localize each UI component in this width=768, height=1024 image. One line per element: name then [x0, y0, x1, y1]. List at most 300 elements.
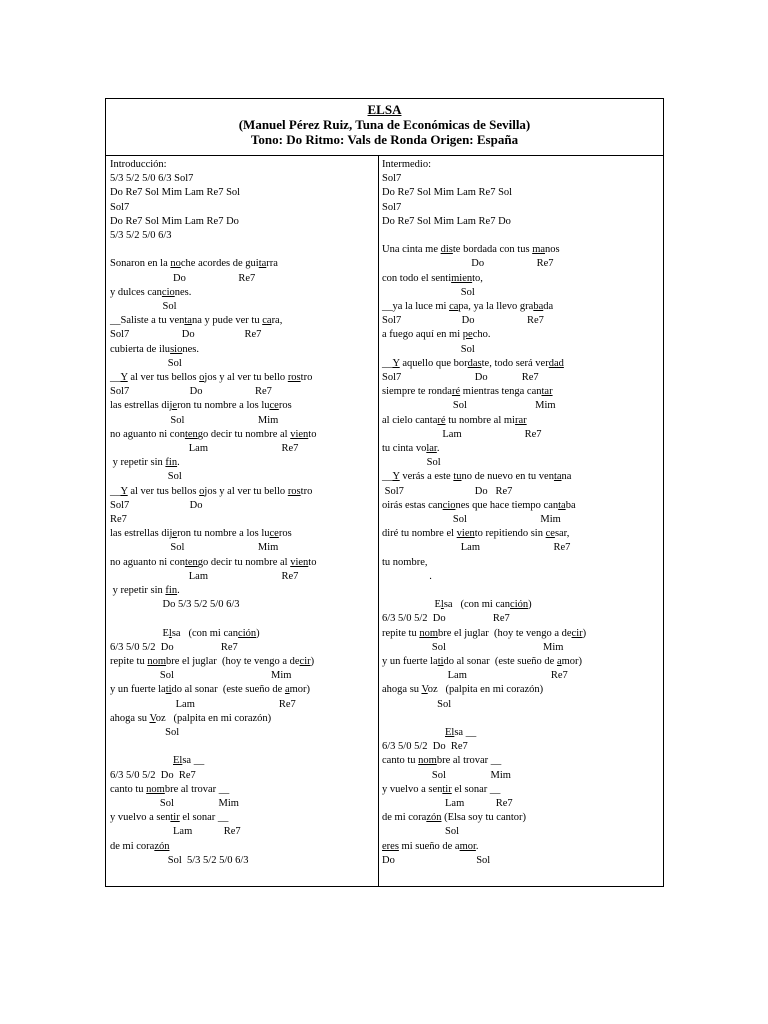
line-text: )	[256, 627, 260, 639]
stressed-syllable: ti	[165, 684, 172, 696]
line-text: Sol Mim	[110, 542, 279, 554]
stressed-syllable: zón	[426, 812, 442, 824]
song-line	[382, 556, 428, 570]
line-text: (Elsa soy tu cantor)	[441, 812, 527, 824]
line-text: da	[543, 301, 554, 312]
line-text: 6/3 5/0 5/2 Do Re7	[110, 641, 238, 653]
song-line	[382, 669, 568, 683]
line-text: Sol7	[382, 201, 402, 213]
line-text: diré tu nombre el	[382, 528, 457, 540]
song-line	[382, 399, 556, 413]
song-line	[382, 357, 564, 371]
line-text: mor)	[561, 656, 583, 667]
line-text: las estrellas di	[110, 400, 170, 412]
line-text: bre el juglar (hoy te vengo a de	[438, 627, 572, 639]
song-header	[106, 99, 663, 156]
line-text: __	[382, 471, 393, 483]
line-text: .	[436, 443, 440, 454]
song-line	[382, 655, 582, 669]
stressed-syllable: rar	[514, 414, 527, 426]
line-text: canto tu	[382, 755, 419, 767]
line-text: repite tu	[110, 656, 148, 667]
line-text: y repetir sin	[110, 457, 166, 469]
stressed-syllable: mien	[451, 272, 473, 284]
line-text: Sol7	[382, 173, 402, 185]
line-text: ahoga su	[382, 684, 422, 696]
line-text: __	[110, 485, 121, 497]
line-text: jos y al ver tu bello	[204, 372, 288, 383]
song-line	[110, 527, 292, 541]
line-text: Sol	[382, 286, 475, 298]
song-line	[382, 201, 401, 215]
line-text: Sol Mim	[110, 798, 239, 809]
line-text: .	[177, 457, 180, 469]
line-text: __	[382, 357, 393, 369]
stressed-syllable: cio	[442, 499, 456, 511]
line-text: na y pude ver tu	[191, 315, 263, 327]
song-line	[110, 257, 278, 271]
stressed-syllable: sio	[170, 343, 183, 355]
stressed-syllable: vien	[290, 556, 309, 568]
line-text: Sol	[382, 343, 475, 355]
song-line	[382, 428, 542, 442]
song-line	[110, 300, 177, 314]
line-text: y vuelvo a sen	[382, 783, 443, 795]
line-text: al ver tus bellos	[127, 485, 200, 497]
song-line	[110, 783, 229, 797]
stressed-syllable: Y	[392, 357, 400, 369]
song-line	[110, 541, 278, 555]
line-text: to,	[472, 272, 483, 284]
line-text: ra,	[271, 315, 283, 327]
song-line	[382, 840, 479, 854]
stressed-syllable: ten	[184, 556, 198, 568]
line-text: pa, ya la llevo gra	[458, 301, 534, 312]
song-line	[110, 357, 182, 371]
line-text: Lam Re7	[110, 570, 299, 582]
song-line	[110, 456, 180, 470]
line-text: y un fuerte la	[110, 684, 166, 696]
stressed-syllable: vien	[290, 428, 309, 440]
song-author: (Manuel Pérez Ruiz, Tuna de Económicas de Sevilla)	[238, 117, 531, 132]
stressed-syllable: ción	[238, 627, 257, 639]
song-line	[110, 627, 260, 641]
line-text: Sol7 Do Re7	[110, 329, 262, 341]
song-line	[110, 754, 204, 768]
song-line	[110, 698, 296, 712]
song-title: ELSA	[367, 102, 402, 117]
song-line	[110, 428, 316, 442]
song-line	[382, 612, 510, 626]
line-text: 6/3 5/0 5/2 Do Re7	[382, 741, 468, 753]
line-text: oirás estas can	[382, 499, 443, 511]
song-line	[382, 257, 554, 271]
song-line	[382, 513, 561, 527]
song-line	[110, 683, 310, 697]
song-line	[110, 797, 239, 811]
song-line	[382, 456, 441, 470]
line-text: Sol7 Do Re7	[110, 386, 272, 398]
song-line	[110, 825, 241, 839]
stressed-syllable: ca	[262, 315, 272, 327]
stressed-syllable: ros	[287, 485, 301, 497]
line-text: __Saliste a tu ven	[110, 315, 185, 327]
line-text: 5/3 5/2 5/0 6/3 Sol7	[110, 173, 194, 185]
line-text: sa (con mi can	[171, 627, 239, 639]
stressed-syllable: eres	[382, 840, 399, 852]
line-text: )	[582, 627, 587, 639]
line-text: 5/3 5/2 5/0 6/3	[110, 230, 172, 241]
line-text: tro	[300, 372, 313, 383]
stressed-syllable: dis	[440, 244, 453, 256]
line-text: go decir tu nombre al	[197, 428, 291, 440]
line-text: a fuego aquí en mi	[382, 329, 463, 341]
right-column	[378, 156, 663, 886]
line-text: sa (con mi can	[443, 599, 511, 611]
stressed-syllable: ce	[545, 528, 555, 540]
line-text: ba	[565, 499, 576, 511]
stressed-syllable: cir	[571, 627, 583, 639]
line-text: Sol Mim	[110, 414, 279, 426]
line-text: Sol	[110, 471, 182, 483]
line-text: Sol7 Do Re7	[382, 372, 539, 383]
line-text: Lam Re7	[110, 443, 299, 454]
song-line	[382, 726, 476, 740]
line-text: sa __	[182, 755, 205, 767]
line-text: Introducción:	[110, 159, 167, 170]
song-line	[110, 385, 272, 399]
stressed-syllable: o	[199, 485, 205, 497]
stressed-syllable: lar	[426, 443, 437, 454]
line-text: Lam Re7	[382, 670, 568, 682]
song-line	[382, 158, 431, 172]
song-line	[382, 470, 571, 484]
stressed-syllable: a	[556, 656, 562, 667]
stressed-syllable: a	[284, 684, 290, 696]
song-line	[110, 811, 228, 825]
line-text: .	[382, 570, 432, 582]
line-text: tu nombre al mi	[445, 414, 515, 426]
stressed-syllable: ma	[532, 244, 546, 256]
line-text: Lam Re7	[110, 826, 241, 838]
line-text	[110, 755, 173, 766]
song-line	[110, 371, 312, 385]
line-text: el sonar __	[179, 812, 229, 824]
stressed-syllable: nom	[147, 656, 166, 667]
line-text: no aguanto ni con	[110, 428, 185, 440]
line-text: Sol	[382, 698, 452, 710]
song-line	[382, 797, 513, 811]
line-text: tu nombre,	[382, 556, 428, 568]
song-line	[382, 414, 527, 428]
line-text: Lam Re7	[382, 542, 571, 554]
song-line	[110, 556, 316, 570]
stressed-syllable: nom	[418, 755, 437, 767]
line-text: jos y al ver tu bello	[204, 485, 288, 497]
line-text: Sol Mim	[382, 641, 564, 653]
song-line	[382, 328, 490, 342]
song-line	[110, 598, 240, 612]
line-text: mientras tenga can	[460, 386, 542, 398]
stressed-syllable: Y	[120, 485, 128, 497]
line-text: Sol Mim	[382, 514, 561, 525]
line-text: Sol	[110, 301, 177, 312]
line-text: Sol Mim	[382, 400, 556, 412]
song-line	[382, 698, 451, 712]
line-text: oz (palpita en mi corazón)	[155, 712, 272, 724]
line-text: Sol 5/3 5/2 5/0 6/3	[110, 854, 249, 866]
line-text: ron tu nombre a los lu	[177, 528, 270, 540]
stressed-syllable: ti	[437, 656, 444, 667]
line-text: E	[110, 627, 169, 639]
line-text: sa __	[454, 727, 477, 738]
line-text: __ya la luce mi	[382, 301, 450, 312]
stressed-syllable: fin	[165, 457, 178, 469]
stressed-syllable: ce	[269, 400, 279, 412]
line-text: Sol7 Do Re7	[382, 315, 544, 327]
song-line	[110, 641, 238, 655]
stressed-syllable: Y	[392, 471, 400, 483]
stressed-syllable: je	[169, 400, 178, 412]
line-text: Sol Mim	[110, 670, 292, 682]
line-text: bre al trovar __	[436, 755, 502, 767]
stressed-syllable: ba	[533, 301, 544, 312]
line-text: rra	[266, 258, 278, 270]
song-line	[110, 158, 167, 172]
line-text: Sonaron en la	[110, 258, 171, 270]
stressed-syllable: El	[445, 727, 455, 738]
line-text: ros	[278, 528, 292, 540]
line-text: y un fuerte la	[382, 656, 438, 667]
line-text: Una cinta me	[382, 244, 441, 256]
stressed-syllable: l	[168, 627, 172, 639]
line-text: mor)	[289, 684, 311, 696]
line-text: nes.	[182, 343, 199, 355]
line-text: Sol7	[110, 201, 130, 213]
stressed-syllable: El	[173, 755, 183, 767]
line-text: ros	[278, 400, 292, 412]
song-line	[382, 683, 543, 697]
stressed-syllable: V	[421, 684, 428, 696]
line-text: __	[110, 372, 121, 383]
song-line	[110, 201, 129, 215]
song-line	[110, 286, 191, 300]
song-line	[110, 840, 169, 854]
line-text: .	[177, 585, 180, 596]
line-text: Sol	[110, 357, 182, 369]
line-text: nes que hace tiempo can	[455, 499, 559, 511]
song-line	[382, 783, 500, 797]
song-line	[382, 272, 483, 286]
line-text: 6/3 5/0 5/2 Do Re7	[110, 769, 196, 781]
stressed-syllable: o	[199, 372, 205, 383]
line-text: de mi cora	[110, 840, 155, 852]
song-line	[110, 186, 240, 200]
line-text: )	[310, 656, 315, 667]
line-text: de mi cora	[382, 812, 427, 824]
song-line	[110, 470, 182, 484]
stressed-syllable: ré	[451, 386, 461, 398]
line-text: Lam Re7	[110, 698, 296, 710]
line-text: to	[308, 428, 317, 440]
song-line	[110, 328, 261, 342]
song-line	[382, 627, 586, 641]
stressed-syllable: ros	[287, 372, 301, 383]
line-text: Do Re7	[110, 272, 256, 284]
stressed-syllable: cir	[299, 656, 311, 667]
song-line	[110, 854, 249, 868]
stressed-syllable: das	[467, 357, 482, 369]
song-line	[382, 286, 475, 300]
stressed-syllable: ten	[184, 428, 198, 440]
song-line	[110, 314, 282, 328]
song-line	[110, 215, 239, 229]
song-line	[382, 769, 511, 783]
stressed-syllable: tar	[541, 386, 553, 398]
line-text: to repitiendo sin	[474, 528, 546, 540]
line-text: Do 5/3 5/2 5/0 6/3	[110, 599, 240, 611]
line-text: 6/3 5/0 5/2 Do Re7	[382, 613, 510, 625]
stressed-syllable: tir	[442, 783, 452, 795]
line-text: aquello que bor	[399, 357, 468, 369]
line-text: Sol Mim	[382, 769, 511, 781]
line-text: las estrellas di	[110, 528, 170, 540]
line-text: te, todo será ver	[481, 357, 549, 369]
stressed-syllable: fin	[165, 585, 178, 596]
song-line	[110, 343, 199, 357]
song-line	[110, 399, 292, 413]
song-line	[382, 442, 439, 456]
line-text: bre al trovar __	[164, 783, 230, 795]
stressed-syllable: ce	[269, 528, 279, 540]
line-text: Do Re7	[382, 258, 554, 270]
song-line	[382, 215, 511, 229]
song-line	[382, 570, 432, 584]
song-line	[382, 811, 526, 825]
song-line	[382, 243, 560, 257]
line-text: cubierta de ilu	[110, 343, 171, 355]
line-text: y vuelvo a sen	[110, 812, 171, 824]
stressed-syllable: no	[170, 258, 181, 270]
song-line	[110, 726, 179, 740]
stressed-syllable: mor	[459, 840, 476, 852]
line-text: Do Re7 Sol Mim Lam Re7 Sol	[382, 187, 513, 199]
song-line	[382, 754, 501, 768]
line-text: Sol7 Do Re7	[382, 485, 513, 497]
song-line	[110, 584, 180, 598]
line-text: che acordes de gui	[180, 258, 259, 270]
line-text: Sol	[382, 457, 441, 469]
line-text: na	[561, 471, 572, 483]
line-text: Do Re7 Sol Mim Lam Re7 Do	[382, 215, 511, 227]
stressed-syllable: zón	[154, 840, 170, 852]
stressed-syllable: vien	[456, 528, 475, 540]
line-text: Do Re7 Sol Mim Lam Re7 Do	[110, 215, 239, 227]
line-text: Do Re7 Sol Mim Lam Re7 Sol	[110, 187, 241, 199]
song-line	[110, 769, 196, 783]
line-text: y repetir sin	[110, 585, 166, 596]
stressed-syllable: l	[440, 599, 444, 611]
line-text: ron tu nombre a los lu	[177, 400, 270, 412]
stressed-syllable: ción	[510, 599, 529, 611]
stressed-syllable: ré	[437, 414, 446, 426]
song-line	[110, 272, 255, 286]
line-text: nos	[545, 244, 560, 256]
line-text: oz (palpita en mi corazón)	[427, 684, 544, 696]
song-info: Tono: Do Ritmo: Vals de Ronda Origen: España	[250, 132, 519, 147]
stressed-syllable: tu	[453, 471, 462, 483]
line-text: go decir tu nombre al	[197, 556, 291, 568]
line-text: y dulces can	[110, 286, 162, 298]
line-text: el sonar __	[451, 783, 501, 795]
line-text	[382, 727, 445, 738]
song-line	[110, 499, 202, 513]
line-text: Lam Re7	[382, 798, 513, 809]
line-text: con todo el senti	[382, 272, 452, 284]
song-line	[382, 385, 553, 399]
stressed-syllable: ta	[258, 258, 267, 270]
line-text: Re7	[110, 514, 127, 525]
line-text: bre el juglar (hoy te vengo a de	[166, 656, 300, 667]
song-line	[110, 485, 312, 499]
line-text: to	[308, 556, 317, 568]
line-text: Intermedio:	[382, 159, 431, 170]
line-text: E	[382, 599, 441, 611]
song-line	[382, 371, 539, 385]
line-text: Sol	[382, 826, 460, 838]
line-text: Sol	[110, 727, 180, 738]
line-text: te bordada con tus	[452, 244, 533, 256]
song-line	[382, 186, 512, 200]
song-line	[110, 172, 193, 186]
song-line	[382, 172, 401, 186]
stressed-syllable: pe	[462, 329, 473, 341]
line-text: do al sonar (este sueño de	[443, 656, 557, 667]
stressed-syllable: nom	[419, 627, 438, 639]
stressed-syllable: ta	[558, 499, 566, 511]
line-text: Do Sol	[382, 854, 491, 866]
line-text: tu cinta vo	[382, 443, 427, 454]
stressed-syllable: tir	[170, 812, 180, 824]
song-line	[110, 655, 314, 669]
line-text: mi sueño de a	[398, 840, 460, 852]
line-text: Lam Re7	[382, 428, 542, 440]
stressed-syllable: nom	[146, 783, 165, 795]
song-line	[382, 300, 553, 314]
song-line	[110, 229, 172, 243]
line-text: tro	[300, 485, 313, 497]
stressed-syllable: je	[169, 528, 178, 540]
song-line	[382, 499, 576, 513]
song-line	[382, 854, 490, 868]
line-text: no de nuevo en tu ven	[461, 471, 554, 483]
stressed-syllable: V	[149, 712, 156, 724]
song-line	[110, 414, 278, 428]
line-text: al cielo canta	[382, 414, 438, 426]
song-sheet	[105, 98, 664, 887]
line-text: nes.	[174, 286, 192, 298]
song-line	[382, 485, 512, 499]
left-column	[106, 156, 379, 886]
line-text: verás a este	[399, 471, 454, 483]
line-text: sar,	[554, 528, 570, 540]
stressed-syllable: cio	[161, 286, 175, 298]
line-text: )	[528, 599, 532, 611]
song-line	[382, 740, 468, 754]
stressed-syllable: dad	[548, 357, 564, 369]
line-text: .	[475, 840, 479, 852]
stressed-syllable: Y	[120, 372, 128, 383]
